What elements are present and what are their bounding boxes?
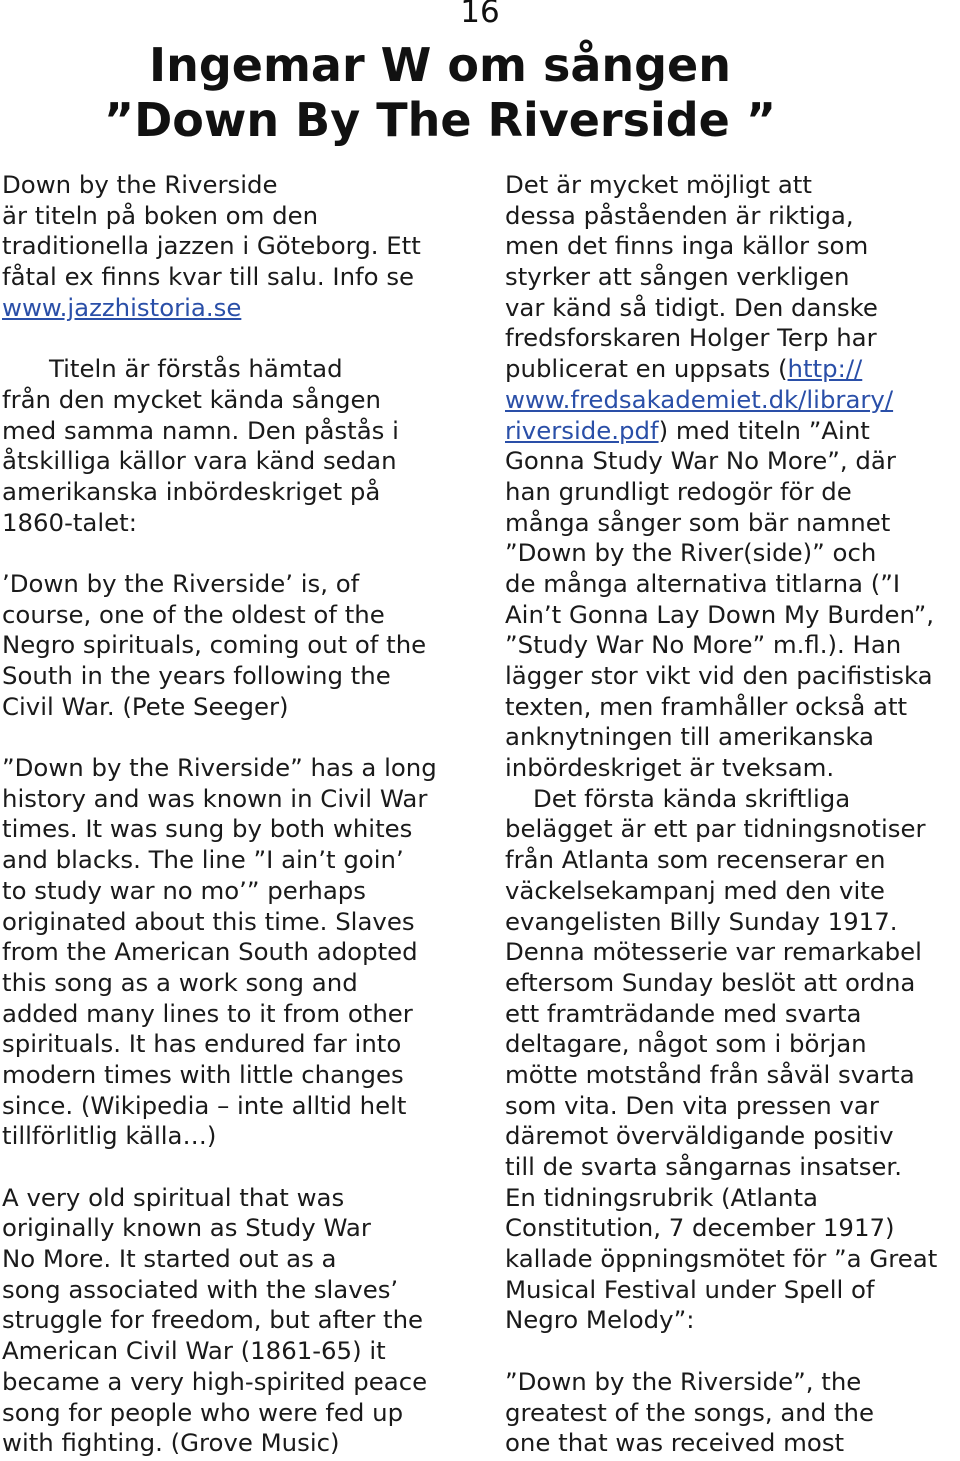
text-line: Negro spirituals, coming out of the <box>2 630 427 660</box>
text-line: belägget är ett par tidningsnotiser <box>505 814 926 844</box>
text-line: Civil War. (Pete Seeger) <box>2 691 289 721</box>
text-line: traditionella jazzen i Göteborg. Ett <box>2 231 421 261</box>
text-line: de många alternativa titlarna (”I <box>505 568 901 598</box>
text-line: till de svarta sångarnas insatser. <box>505 1152 902 1181</box>
text-line: lägger stor vikt vid den pacifistiska <box>505 661 933 690</box>
origin-paragraph <box>2 354 472 538</box>
text-line: ”Study War No More” m.fl.). Han <box>505 630 902 660</box>
text-line: han grundligt redogör för de <box>505 476 852 506</box>
text-line: dessa påståenden är riktiga, <box>505 200 854 230</box>
text-line: struggle for freedom, but after the <box>2 1305 424 1335</box>
page-title-line-1: Ingemar W om sången <box>148 38 731 92</box>
text-line: originally known as Study War <box>2 1213 371 1243</box>
text-line: åtskilliga källor vara känd sedan <box>2 446 397 476</box>
fredsakademiet-link[interactable]: riverside.pdf <box>505 415 659 445</box>
text-line: No More. It started out as a <box>2 1244 337 1274</box>
fredsakademiet-link[interactable]: www.fredsakademiet.dk/library/ <box>505 384 894 414</box>
text-fragment: publicerat en uppsats ( <box>505 354 788 384</box>
text-line: Down by the Riverside <box>2 170 278 199</box>
text-line: Musical Festival under Spell of <box>505 1274 875 1304</box>
text-line: anknytningen till amerikanska <box>505 722 874 752</box>
text-line: to study war no mo’” perhaps <box>2 875 366 905</box>
text-line: originated about this time. Slaves <box>2 906 415 936</box>
text-line: från den mycket kända sången <box>2 384 381 414</box>
text-line: Det är mycket möjligt att <box>505 170 812 199</box>
text-line: evangelisten Billy Sunday 1917. <box>505 906 898 936</box>
text-line: En tidningsrubrik (Atlanta <box>505 1182 819 1212</box>
text-line: med samma namn. Den påstås i <box>2 415 399 445</box>
text-line: deltagare, något som i början <box>505 1029 867 1059</box>
text-line: American Civil War (1861-65) it <box>2 1336 386 1366</box>
text-line: times. It was sung by both whites <box>2 814 413 844</box>
text-line: and blacks. The line ”I ain’t goin’ <box>2 845 404 875</box>
seeger-quote <box>2 569 472 722</box>
text-line: inbördeskriget är tveksam. <box>505 753 835 783</box>
atlanta-paragraph <box>505 784 960 1336</box>
text-line: texten, men framhåller också att <box>505 691 908 721</box>
text-line: since. (Wikipedia – inte alltid helt <box>2 1090 407 1120</box>
grove-quote <box>2 1183 472 1459</box>
text-line: became a very high-spirited peace <box>2 1366 428 1396</box>
terp-paragraph <box>505 170 960 784</box>
text-line: South in the years following the <box>2 661 391 690</box>
text-line: många sånger som bär namnet <box>505 507 891 537</box>
text-line: fåtal ex finns kvar till salu. Info se <box>2 262 415 292</box>
text-line: added many lines to it from other <box>2 998 413 1028</box>
text-line: ”Down by the River(side)” och <box>505 538 877 568</box>
text-line: men det finns inga källor som <box>505 231 869 261</box>
text-line: modern times with little changes <box>2 1059 404 1089</box>
fredsakademiet-link[interactable]: http:// <box>787 354 863 384</box>
text-line: väckelsekampanj med den vite <box>505 875 885 905</box>
text-line: 1860-talet: <box>2 507 137 537</box>
page-number: 16 <box>460 0 500 30</box>
text-line: song for people who were fed up <box>2 1397 404 1427</box>
text-line: mötte motstånd från såväl svarta <box>505 1059 915 1089</box>
text-line: A very old spiritual that was <box>2 1182 345 1212</box>
text-line: styrker att sången verkligen <box>505 262 850 292</box>
text-line: song associated with the slaves’ <box>2 1274 399 1304</box>
text-line: som vita. Den vita pressen var <box>505 1090 879 1120</box>
text-line: ett framträdande med svarta <box>505 998 862 1028</box>
text-line: från Atlanta som recenserar en <box>505 845 886 875</box>
text-line: är titeln på boken om den <box>2 200 319 230</box>
text-line: amerikanska inbördeskriget på <box>2 476 381 506</box>
text-line: with fighting. (Grove Music) <box>2 1428 340 1458</box>
text-line: Denna mötesserie var remarkabel <box>505 937 922 967</box>
text-line: history and was known in Civil War <box>2 783 428 813</box>
text-line: course, one of the oldest of the <box>2 599 385 629</box>
text-line: ’Down by the Riverside’ is, of <box>2 568 360 598</box>
text-line: ”Down by the Riverside” has a long <box>2 753 437 783</box>
text-line: spirituals. It has endured far into <box>2 1029 402 1059</box>
text-fragment: ) med titeln ”Aint <box>658 415 870 445</box>
wikipedia-quote <box>2 753 472 1152</box>
text-line: Negro Melody”: <box>505 1305 695 1335</box>
text-line: this song as a work song and <box>2 967 358 997</box>
text-line: tillförlitlig källa…) <box>2 1121 217 1151</box>
text-line: ”Down by the Riverside”, the <box>505 1366 862 1396</box>
page-title-line-2: ”Down By The Riverside ” <box>103 93 777 147</box>
left-column <box>2 170 472 1459</box>
text-line: from the American South adopted <box>2 937 418 967</box>
text-line: greatest of the songs, and the <box>505 1397 875 1427</box>
text-line: Titeln är förstås hämtad <box>49 354 343 384</box>
jazzhistoria-link[interactable]: www.jazzhistoria.se <box>2 292 242 322</box>
text-line: fredsforskaren Holger Terp har <box>505 323 877 353</box>
text-line: Constitution, 7 december 1917) <box>505 1213 895 1243</box>
riverside-quote <box>505 1367 960 1459</box>
text-line: däremot överväldigande positiv <box>505 1121 894 1151</box>
right-column <box>505 170 960 1459</box>
text-line: Ain’t Gonna Lay Down My Burden”, <box>505 599 935 629</box>
intro-paragraph <box>2 170 472 323</box>
text-line: var känd så tidigt. Den danske <box>505 292 878 322</box>
text-line: one that was received most <box>505 1428 845 1458</box>
text-line: eftersom Sunday beslöt att ordna <box>505 967 916 997</box>
text-line: Gonna Study War No More”, där <box>505 446 896 476</box>
text-line: kallade öppningsmötet för ”a Great <box>505 1244 938 1274</box>
text-line: Det första kända skriftliga <box>533 783 851 813</box>
